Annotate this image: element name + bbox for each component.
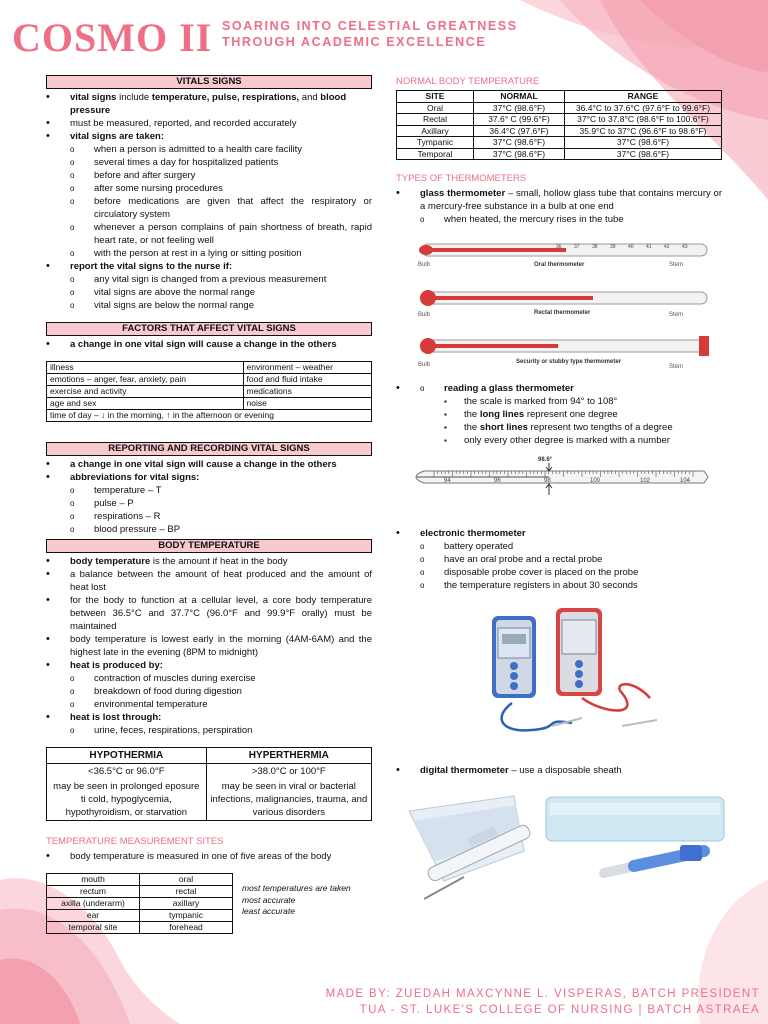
svg-text:41: 41 bbox=[646, 244, 652, 250]
oral-thermometer bbox=[418, 244, 707, 268]
list-item: o • reading a glass thermometer ▪ the scale is marked from 94° to 108° ▪ the long lines represent one degree ▪ the short lines represent two tengths of a degree ▪ only every other degree is marked with a number bbox=[420, 382, 722, 447]
svg-text:39: 39 bbox=[610, 244, 616, 250]
svg-text:38: 38 bbox=[592, 244, 598, 250]
list-item: o disposable probe cover is placed on the probe bbox=[420, 566, 722, 579]
digital-thermometers-image bbox=[404, 791, 730, 911]
list-item: o after some nursing procedures bbox=[70, 182, 372, 195]
left-column bbox=[46, 75, 372, 934]
list-item: ▪ the scale is marked from 94° to 108° bbox=[444, 395, 722, 408]
section-header-reporting: REPORTING AND RECORDING VITAL SIGNS bbox=[46, 442, 372, 456]
list-item: o environmental temperature bbox=[70, 698, 372, 711]
list-item: o before and after surgery bbox=[70, 169, 372, 182]
svg-text:104: 104 bbox=[680, 478, 691, 484]
list-item: • heat is produced by: o contraction of muscles during exercise o breakdown of food during digestion o environmental temperature bbox=[46, 659, 372, 711]
list-item: • body temperature is the amount if heat in the body bbox=[46, 555, 372, 568]
list-item: • heat is lost through: o urine, feces, respirations, perspiration bbox=[46, 711, 372, 737]
svg-text:96: 96 bbox=[494, 478, 501, 484]
svg-text:36: 36 bbox=[556, 244, 562, 250]
list-item: • glass thermometer – small, hollow glass tube that contains mercury or a mercury-free substance in a bulb at one end o when heated, the mercury rises in the tube bbox=[396, 187, 722, 226]
list-item: • vital signs include temperature, pulse, respirations, and blood pressure bbox=[46, 91, 372, 117]
sites-table: mouth oral rectum rectal axilla (underarm) axillary ear tympanic temporal site forehead bbox=[46, 873, 233, 934]
list-item: o contraction of muscles during exercise bbox=[70, 672, 372, 685]
factors-table: illness environment – weather emotions – anger, fear, anxiety, pain food and fluid intake exercise and activity medications age and sex noise time of day – ↓ in the morning, ↑ in the afternoon or evening bbox=[46, 361, 372, 422]
svg-text:98.6°: 98.6° bbox=[538, 457, 553, 463]
svg-text:37: 37 bbox=[574, 244, 580, 250]
list-item: o the temperature registers in about 30 seconds bbox=[420, 579, 722, 592]
svg-text:98: 98 bbox=[544, 478, 551, 484]
section-header-vitals: VITALS SIGNS bbox=[46, 75, 372, 89]
svg-text:Bulb: Bulb bbox=[418, 312, 431, 318]
list-item: ▪ only every other degree is marked with a number bbox=[444, 434, 722, 447]
svg-text:Stem: Stem bbox=[669, 364, 684, 370]
list-item: o temperature – T bbox=[70, 484, 372, 497]
list-item: o any vital sign is changed from a previous measurement bbox=[70, 273, 372, 286]
svg-text:43: 43 bbox=[682, 244, 688, 250]
list-item: o when heated, the mercury rises in the tube bbox=[420, 213, 722, 226]
section-header-factors: FACTORS THAT AFFECT VITAL SIGNS bbox=[46, 322, 372, 336]
electronic-thermometers-image bbox=[482, 608, 662, 738]
list-item bbox=[396, 382, 722, 447]
sites-block bbox=[46, 873, 372, 934]
brand-logo: COSMO II bbox=[12, 15, 213, 60]
list-item: • abbreviations for vital signs: o temperature – T o pulse – P o respirations – R o blood pressure – BP bbox=[46, 471, 372, 536]
right-column bbox=[396, 75, 722, 911]
svg-text:102: 102 bbox=[640, 478, 651, 484]
section-header-body-temperature: BODY TEMPERATURE bbox=[46, 539, 372, 553]
svg-text:Stem: Stem bbox=[669, 262, 684, 268]
list-item: o when a person is admitted to a health care facility bbox=[70, 143, 372, 156]
list-item: o battery operated bbox=[420, 540, 722, 553]
list-item: • must be measured, reported, and recorded accurately bbox=[46, 117, 372, 130]
list-item: • electronic thermometer o battery operated o have an oral probe and a rectal probe o disposable probe cover is placed on the probe o the temperature registers in about 30 seconds bbox=[396, 527, 722, 592]
svg-text:40: 40 bbox=[628, 244, 634, 250]
security-thermometer bbox=[418, 336, 709, 370]
list-item: o vital signs are above the normal range bbox=[70, 286, 372, 299]
list-item: • body temperature is measured in one of five areas of the body bbox=[46, 850, 372, 863]
svg-text:Rectal thermometer: Rectal thermometer bbox=[534, 310, 591, 316]
svg-text:94: 94 bbox=[444, 478, 451, 484]
list-item: o pulse – P bbox=[70, 497, 372, 510]
hypo-hyperthermia-table: HYPOTHERMIA HYPERTHERMIA <36.5°C or 96.0°F >38.0°C or 100°F may be seen in prolonged eposure ti cold, hypoglycemia, hypothyroidism, or starvation may be seen in viral or bacterial infections, malignancies, trauma, and various disorders bbox=[46, 747, 372, 821]
svg-text:Oral thermometer: Oral thermometer bbox=[534, 262, 585, 268]
svg-text:Bulb: Bulb bbox=[418, 362, 431, 368]
list-item: • vital signs are taken: o when a person is admitted to a health care facility o several times a day for hospitalized patients o before and after surgery o after some nursing procedures o before medications are given that affect the respiratory or circulatory system o whenever a person complains of pain shortness of breath, rapid heart rate, or not feeling well o with the person at rest in a lying or sitting position bbox=[46, 130, 372, 260]
list-item: o urine, feces, respirations, perspiration bbox=[70, 724, 372, 737]
svg-text:Bulb: Bulb bbox=[418, 262, 431, 268]
rectal-thermometer bbox=[418, 290, 707, 318]
normal-temp-heading: NORMAL BODY TEMPERATURE bbox=[396, 76, 540, 87]
thermometer-scale-illustration bbox=[404, 453, 714, 513]
list-item: o whenever a person complains of pain shortness of breath, rapid heart rate, or not feeling well bbox=[70, 221, 372, 247]
footer: MADE BY: ZUEDAH MAXCYNNE L. VISPERAS, BATCH PRESIDENT TUA - ST. LUKE'S COLLEGE OF NURSING | BATCH ASTRAEA bbox=[325, 988, 760, 1016]
tagline: SOARING INTO CELESTIAL GREATNESS THROUGH ACADEMIC EXCELLENCE bbox=[222, 19, 518, 49]
list-item: • a balance between the amount of heat produced and the amount of heat lost bbox=[46, 568, 372, 594]
glass-thermometers-illustration bbox=[416, 236, 716, 376]
vitals-list bbox=[46, 91, 372, 312]
svg-text:100: 100 bbox=[590, 478, 601, 484]
list-item: o vital signs are below the normal range bbox=[70, 299, 372, 312]
list-item: • a change in one vital sign will cause a change in the others bbox=[46, 458, 372, 471]
list-item: • a change in one vital sign will cause a change in the others bbox=[46, 338, 372, 351]
list-item: o with the person at rest in a lying or sitting position bbox=[70, 247, 372, 260]
list-item: o blood pressure – BP bbox=[70, 523, 372, 536]
list-item: • for the body to function at a cellular level, a core body temperature between 36.5°C and 37.7°C (96.0°F and 99.9°F orally) must be maintained bbox=[46, 594, 372, 633]
list-item: • report the vital signs to the nurse if: o any vital sign is changed from a previous measurement o vital signs are above the normal range o vital signs are below the normal range bbox=[46, 260, 372, 312]
svg-text:42: 42 bbox=[664, 244, 670, 250]
svg-text:Stem: Stem bbox=[669, 312, 684, 318]
list-item: • body temperature is lowest early in the morning (4AM-6AM) and the highest late in the evening (8PM to midnight) bbox=[46, 633, 372, 659]
list-item: o before medications are given that affect the respiratory or circulatory system bbox=[70, 195, 372, 221]
list-item: o respirations – R bbox=[70, 510, 372, 523]
list-item: o breakdown of food during digestion bbox=[70, 685, 372, 698]
list-item: • digital thermometer – use a disposable sheath bbox=[396, 764, 722, 777]
list-item: ▪ the long lines represent one degree bbox=[444, 408, 722, 421]
types-heading: TYPES OF THERMOMETERS bbox=[396, 173, 527, 184]
list-item: o have an oral probe and a rectal probe bbox=[420, 553, 722, 566]
normal-temp-table: SITE NORMAL RANGE Oral 37°C (98.6°F) 36.4°C to 37.6°C (97.6°F to 99.6°F) Rectal 37.6° C (99.6°F) 37°C to 37.8°C (98.6°F to 100.6°F) Axillary 36.4°C (97.6°F) 35.9°C to 37°C (96.6°F to 98.6°F) Tympanic 37°C (98.6°F) 37°C (98.6°F) Temporal 37°C (98.6°F) 37°C (98.6°F) bbox=[396, 90, 722, 160]
sites-heading: TEMPERATURE MEASUREMENT SITES bbox=[46, 836, 224, 847]
svg-text:Security or stubby type thermo: Security or stubby type thermometer bbox=[516, 359, 622, 365]
list-item: ▪ the short lines represent two tengths of a degree bbox=[444, 421, 722, 434]
list-item: o several times a day for hospitalized patients bbox=[70, 156, 372, 169]
sites-notes: most temperatures are taken most accurate least accurate bbox=[242, 883, 351, 916]
